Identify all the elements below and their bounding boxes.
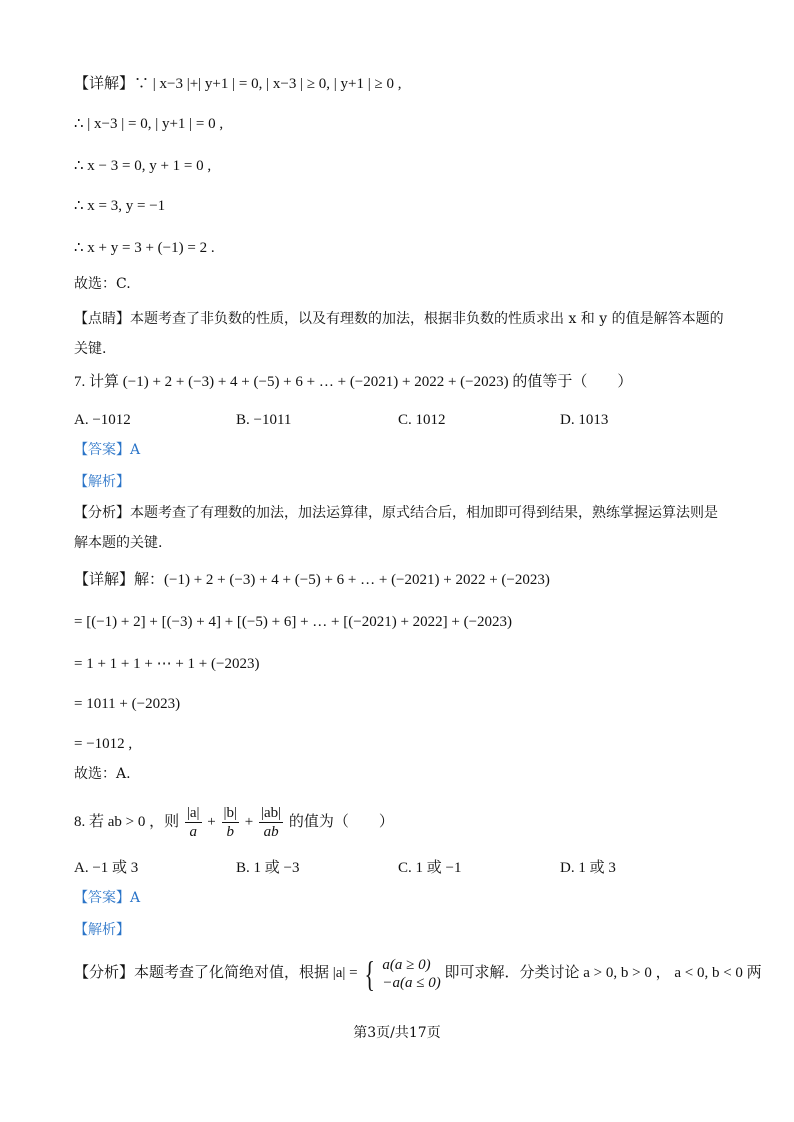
piecewise-cases: a(a ≥ 0) −a(a ≤ 0) xyxy=(382,956,441,991)
q8-option-d: D. 1 或 3 xyxy=(560,860,616,876)
q8-option-b: B. 1 或 −3 xyxy=(236,860,300,876)
q8-stem-suffix: 的值为（ ） xyxy=(288,814,394,830)
q8-option-c: C. 1 或 −1 xyxy=(398,860,462,876)
plus-sign: + xyxy=(244,814,254,830)
comment-paragraph: 【点睛】本题考查了非负数的性质，以及有理数的加法，根据非负数的性质求出 x 和 y 的值是解答本题的关键. xyxy=(74,311,724,357)
q8-fraction-3: $\frac{|ab|}{ab}$ xyxy=(261,805,282,841)
q7-detail-2: = [(−1) + 2] + [(−3) + 4] + [(−5) + 6] + … + [(−2021) + 2022] + (−2023) xyxy=(74,614,513,630)
q8-analysis-suffix: 即可求解．分类讨论 a > 0, b > 0 ， a < 0, b < 0 两 xyxy=(444,965,762,981)
q7-stem: 7. 计算 (−1) + 2 + (−3) + 4 + (−5) + 6 + … + (−2021) + 2022 + (−2023) 的值等于（ ） xyxy=(74,374,633,390)
brace-glyph: { xyxy=(364,953,376,994)
q8-stem-prefix: 8. 若 ab > 0 ，则 xyxy=(74,814,180,830)
q8-fraction-1: $\frac{|a|}{a}$ xyxy=(186,805,200,841)
q7-option-c: C. 1012 xyxy=(398,412,446,428)
q8-stem xyxy=(74,800,394,844)
q7-option-b: B. −1011 xyxy=(236,412,292,428)
q8-answer: 【答案】A xyxy=(74,890,141,906)
q7-answer: 【答案】A xyxy=(74,442,141,458)
q7-analysis: 【分析】本题考查了有理数的加法，加法运算律，原式结合后，相加即可得到结果，熟练掌握运算法则是解本题的关键. xyxy=(74,505,718,551)
q8-fraction-2: $\frac{|b|}{b}$ xyxy=(223,805,238,841)
detail-line-2: ∴ | x−3 | = 0, | y+1 | = 0 , xyxy=(74,116,224,132)
detail-line-4: ∴ x = 3, y = −1 xyxy=(74,198,166,214)
plus-sign: + xyxy=(207,814,216,830)
detail-line-3: ∴ x − 3 = 0, y + 1 = 0 , xyxy=(74,158,212,174)
page-footer: 第3页/共17页 xyxy=(353,1025,441,1041)
q8-option-a: A. −1 或 3 xyxy=(74,860,139,876)
choice-line: 故选：C. xyxy=(74,276,131,292)
q7-option-a: A. −1012 xyxy=(74,412,131,428)
q7-detail-3: = 1 + 1 + 1 + ⋯ + 1 + (−2023) xyxy=(74,656,260,672)
q8-analysis-label: 【解析】 xyxy=(74,922,130,938)
q7-option-d: D. 1013 xyxy=(560,412,609,428)
q7-detail-4: = 1011 + (−2023) xyxy=(74,696,181,712)
q8-analysis-prefix: 【分析】本题考查了化简绝对值，根据 |a| = xyxy=(74,965,358,981)
detail-line-1: 【详解】∵ | x−3 |+| y+1 | = 0, | x−3 | ≥ 0, | y+1 | ≥ 0 , xyxy=(74,76,402,92)
q7-choice: 故选：A. xyxy=(74,766,131,782)
q7-detail-5: = −1012 , xyxy=(74,736,133,752)
q7-detail-1: 【详解】解：(−1) + 2 + (−3) + 4 + (−5) + 6 + … + (−2021) + 2022 + (−2023) xyxy=(74,572,550,588)
q7-analysis-label: 【解析】 xyxy=(74,474,130,490)
q8-analysis xyxy=(74,950,762,996)
detail-line-5: ∴ x + y = 3 + (−1) = 2 . xyxy=(74,240,215,256)
